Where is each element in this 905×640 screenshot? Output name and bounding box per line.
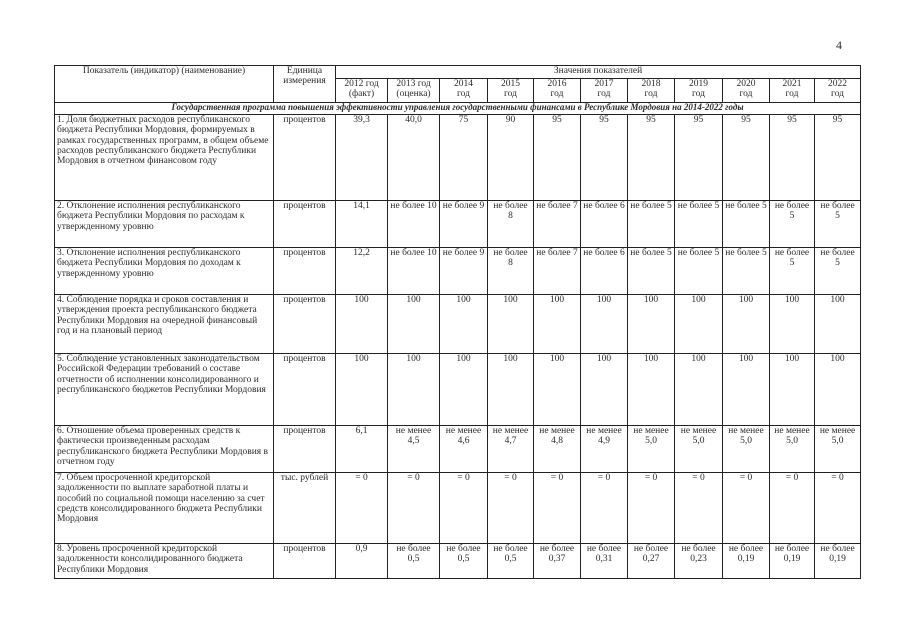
value-cell: не более 6 (581, 201, 628, 248)
value-cell: 6,1 (336, 426, 388, 473)
value-cell: не менее 4,8 (534, 426, 581, 473)
value-cell: 100 (815, 295, 861, 354)
value-cell: не более 9 (440, 201, 488, 248)
year-label: 2016 (547, 79, 567, 89)
value-cell: не менее 5,0 (723, 426, 770, 473)
value-cell: 0,9 (336, 544, 388, 579)
year-header (723, 79, 770, 103)
indicator-unit: процентов (274, 201, 336, 248)
year-label: 2022 (828, 79, 848, 89)
value-cell: 100 (675, 354, 723, 426)
value-cell: 90 (488, 115, 534, 201)
indicator-unit: процентов (274, 248, 336, 295)
value-cell: не менее 5,0 (628, 426, 675, 473)
indicator-name: 6. Отношение объема проверенных средств к фактически произведенным расходам республиканского бюджета Республики Мордовия в отчетном году (55, 426, 274, 473)
value-cell: не более 5 (770, 248, 815, 295)
value-cell: не менее 4,5 (388, 426, 440, 473)
value-cell: не более 0,27 (628, 544, 675, 579)
value-cell: 100 (534, 354, 581, 426)
value-cell: 100 (488, 295, 534, 354)
value-cell: 100 (815, 354, 861, 426)
year-label: 2021 (782, 79, 802, 89)
value-cell: не более 0,19 (815, 544, 861, 579)
value-cell: не более 0,31 (581, 544, 628, 579)
indicator-name: 2. Отклонение исполнения республиканского бюджета Республики Мордовия по расходам к утвержденному уровню (55, 201, 274, 248)
indicator-column-header: Показатель (индикатор) (наименование) (55, 66, 274, 103)
year-note: год (457, 89, 470, 100)
value-cell: 100 (336, 295, 388, 354)
year-note: (факт) (348, 89, 375, 100)
value-cell: 95 (723, 115, 770, 201)
indicators-table (54, 65, 861, 579)
year-note: год (550, 89, 564, 100)
table-row (55, 473, 861, 544)
value-cell: 39,3 (336, 115, 388, 201)
indicator-name: 1. Доля бюджетных расходов республиканского бюджета Республики Мордовия, формируемых в рамках государственных программ, в общем объеме расходов республиканского бюджета Республики Мордовия в отчетном финансовом году (55, 115, 274, 201)
year-label: 2018 (641, 79, 661, 89)
value-cell: не более 0,19 (723, 544, 770, 579)
value-cell: 100 (723, 354, 770, 426)
value-cell: не более 5 (815, 248, 861, 295)
value-cell: не более 5 (628, 248, 675, 295)
year-note: год (785, 89, 799, 100)
indicator-name: 5. Соблюдение установленных законодательством Российской Федерации требований о составе отчетности об исполнении консолидированного и республиканского бюджетов Республики Мордовия (55, 354, 274, 426)
value-cell: не более 0,37 (534, 544, 581, 579)
value-cell: 40,0 (388, 115, 440, 201)
value-cell: не более 7 (534, 248, 581, 295)
year-label: 2013 год (396, 79, 431, 89)
value-cell: 95 (581, 115, 628, 201)
year-header (815, 79, 861, 103)
value-cell: 100 (628, 295, 675, 354)
value-cell: не менее 4,7 (488, 426, 534, 473)
value-cell: не более 0,5 (440, 544, 488, 579)
value-cell: 100 (581, 295, 628, 354)
value-cell: не менее 5,0 (675, 426, 723, 473)
value-cell: 100 (675, 295, 723, 354)
indicator-unit: процентов (274, 295, 336, 354)
value-cell: не более 7 (534, 201, 581, 248)
value-cell: = 0 (440, 473, 488, 544)
indicator-unit: процентов (274, 426, 336, 473)
year-header (581, 79, 628, 103)
year-label: 2014 (454, 79, 473, 89)
year-header (770, 79, 815, 103)
page-number: 4 (836, 38, 842, 52)
value-cell: = 0 (534, 473, 581, 544)
year-label: 2019 (689, 79, 708, 89)
value-cell: 75 (440, 115, 488, 201)
indicator-name: 3. Отклонение исполнения республиканского бюджета Республики Мордовия по доходам к утвержденному уровню (55, 248, 274, 295)
value-cell: не более 6 (581, 248, 628, 295)
value-cell: не более 0,23 (675, 544, 723, 579)
value-cell: не более 5 (815, 201, 861, 248)
value-cell: = 0 (675, 473, 723, 544)
indicator-unit: процентов (274, 544, 336, 579)
year-header (440, 79, 488, 103)
value-cell: не более 0,5 (488, 544, 534, 579)
values-column-header: Значения показателей (336, 66, 861, 79)
value-cell: 14,1 (336, 201, 388, 248)
indicator-unit: процентов (274, 354, 336, 426)
value-cell: 95 (815, 115, 861, 201)
value-cell: 100 (723, 295, 770, 354)
table-row (55, 544, 861, 579)
value-cell: 100 (388, 354, 440, 426)
indicator-name: 7. Объем просроченной кредиторской задолженности по выплате заработной платы и пособий по социальной помощи населению за счет средств консолидированного бюджета Республики Мордовия (55, 473, 274, 544)
year-header (488, 79, 534, 103)
value-cell: не более 8 (488, 201, 534, 248)
value-cell: 95 (770, 115, 815, 201)
unit-column-header: Единица измерения (274, 66, 336, 103)
value-cell: не менее 5,0 (815, 426, 861, 473)
value-cell: = 0 (770, 473, 815, 544)
year-header (388, 79, 440, 103)
table-row (55, 248, 861, 295)
indicator-unit: процентов (274, 115, 336, 201)
value-cell: 100 (628, 354, 675, 426)
value-cell: не более 5 (770, 201, 815, 248)
value-cell: 100 (770, 295, 815, 354)
value-cell: не более 5 (723, 201, 770, 248)
value-cell: не более 0,5 (388, 544, 440, 579)
value-cell: = 0 (628, 473, 675, 544)
table-row (55, 295, 861, 354)
indicator-unit: тыс. рублей (274, 473, 336, 544)
year-note: год (597, 89, 611, 100)
value-cell: 100 (440, 295, 488, 354)
year-header (534, 79, 581, 103)
value-cell: = 0 (581, 473, 628, 544)
year-note: год (504, 89, 517, 100)
value-cell: 100 (770, 354, 815, 426)
value-cell: = 0 (336, 473, 388, 544)
value-cell: не более 5 (628, 201, 675, 248)
value-cell: не менее 4,9 (581, 426, 628, 473)
year-note: год (831, 89, 845, 100)
table-row (55, 115, 861, 201)
table-row (55, 354, 861, 426)
value-cell: = 0 (488, 473, 534, 544)
value-cell: не более 10 (388, 201, 440, 248)
year-header (628, 79, 675, 103)
value-cell: 95 (628, 115, 675, 201)
table-row (55, 426, 861, 473)
value-cell: 100 (581, 354, 628, 426)
value-cell: 95 (534, 115, 581, 201)
value-cell: = 0 (388, 473, 440, 544)
value-cell: не более 5 (723, 248, 770, 295)
value-cell: 100 (440, 354, 488, 426)
value-cell: не более 10 (388, 248, 440, 295)
year-note: (оценка) (396, 89, 431, 100)
value-cell: не менее 5,0 (770, 426, 815, 473)
indicator-name: 4. Соблюдение порядка и сроков составления и утверждения проекта республиканского бюджета Республики Мордовия на очередной финансовый год и на плановый период (55, 295, 274, 354)
year-label: 2015 (501, 79, 520, 89)
indicator-name: 8. Уровень просроченной кредиторской задолженности консолидированного бюджета Республики Мордовия (55, 544, 274, 579)
value-cell: 100 (388, 295, 440, 354)
value-cell: 95 (675, 115, 723, 201)
value-cell: не менее 4,6 (440, 426, 488, 473)
year-note: год (644, 89, 658, 100)
value-cell: не более 0,19 (770, 544, 815, 579)
value-cell: = 0 (723, 473, 770, 544)
year-label: 2012 год (344, 79, 379, 89)
program-title: Государственная программа повышения эффективности управления государственными финансами в Республике Мордовия на 2014-2022 годы (55, 103, 861, 115)
year-note: год (692, 89, 705, 100)
year-header (336, 79, 388, 103)
table-row (55, 201, 861, 248)
value-cell: не более 9 (440, 248, 488, 295)
value-cell: не более 5 (675, 248, 723, 295)
year-label: 2020 (736, 79, 756, 89)
value-cell: 12,2 (336, 248, 388, 295)
year-header (675, 79, 723, 103)
value-cell: 100 (534, 295, 581, 354)
value-cell: 100 (488, 354, 534, 426)
year-note: год (739, 89, 753, 100)
year-label: 2017 (594, 79, 614, 89)
value-cell: 100 (336, 354, 388, 426)
value-cell: не более 8 (488, 248, 534, 295)
value-cell: = 0 (815, 473, 861, 544)
value-cell: не более 5 (675, 201, 723, 248)
